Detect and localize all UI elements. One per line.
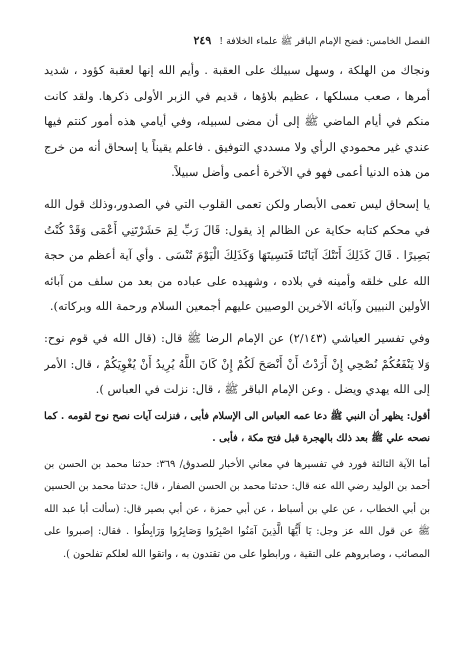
running-title: الفصل الخامس: فضح الإمام الباقر ﷺ علماء الخلافة !: [219, 36, 430, 47]
book-page: [44, 34, 430, 656]
paragraph-hadith-continuation: ونجاك من الهلكة ، وسهل سبيلك على العقبة . وأيم الله إنها لعقبة كؤود ، شديد أمرها ، صعب مسلكها ، عظيم بلاؤها ، قديم في الزبر الأولى ذكرها. ولقد كانت منكم في أيام الماضي ﷺ إلى أن مضى لسبيله، وفي أيامي هذه أمور كنتم فيها عندي غير محمودي الرأي ولا مسددي التوفيق . فاعلم يقيناً يا إسحاق أنه من خرج من هذه الدنيا أعمى فهو في الآخرة أعمى وأضل سبيلاً.: [44, 63, 430, 180]
page-number: ٢٤٩: [193, 34, 212, 47]
paragraph-third-verse: أما الآية الثالثة فورد في تفسيرها في معاني الأخبار للصدوق/ ٣٦٩: حدثنا محمد بن الحسن بن أحمد بن الوليد رضي الله عنه قال: حدثنا محمد بن الحسن الصفار ، قال: حدثنا محمد بن الحسين بن أبي الخطاب ، عن علي بن أسباط ، عن أبي حمزة ، عن أبي بصير قال: (سألت أبا عبد الله ﷺ عن قول الله عز وجل: يَا أَيُّهَا الَّذِينَ آمَنُوا اصْبِرُوا وَصَابِرُوا وَرَابِطُوا . فقال: إصبروا على المصائب ، وصابروهم على التقية ، ورابطوا على من تقتدون به ، واتقوا الله لعلكم تفلحون ).: [44, 458, 430, 560]
page-header: [44, 34, 430, 50]
paragraph-author-note: أقول: يظهر أن النبي ﷺ دعا عمه العباس الى الإسلام فأبى ، فنزلت آيات نصح نوح لقومه . كما نصحه علي ﷺ بعد ذلك بالهجرة قبل فتح مكة ، فأبى .: [44, 410, 430, 445]
paragraph-tafsir-ayyashi: وفي تفسير العياشي (٢/١٤٣) عن الإمام الرضا ﷺ قال: (قال الله في قوم نوح: وَلا يَنْفَعُكُمْ نُصْحِي إِنْ أَرَدْتُ أَنْ أَنْصَحَ لَكُمْ إِنْ كَانَ اللَّهُ يُرِيدُ أَنْ يُغْوِيَكُمْ ، قال: الأمر إلى الله يهدي ويضل . وعن الإمام الباقر ﷺ ، قال: نزلت في العباس ).: [44, 330, 430, 397]
paragraph-ishaq-address: يا إسحاق ليس تعمى الأبصار ولكن تعمى القلوب التي في الصدور،وذلك قول الله في محكم كتابه حكاية عن الظالم إذ يقول: قَالَ رَبِّ لِمَ حَشَرْتَنِي أَعْمَى وَقَدْ كُنْتُ بَصِيرًا . قَالَ كَذَلِكَ أَتَتْكَ آيَاتُنَا فَنَسِيتَهَا وَكَذَلِكَ الْيَوْمَ تُنْسَى . وأي آية أعظم من حجة الله على خلقه وأمينه في بلاده ، وشهيده على عباده من بعد من سلف من آبائه الأولين النبيين وآبائه الآخرين الوصيين عليهم أجمعين السلام ورحمة الله وبركاته).: [44, 196, 430, 314]
